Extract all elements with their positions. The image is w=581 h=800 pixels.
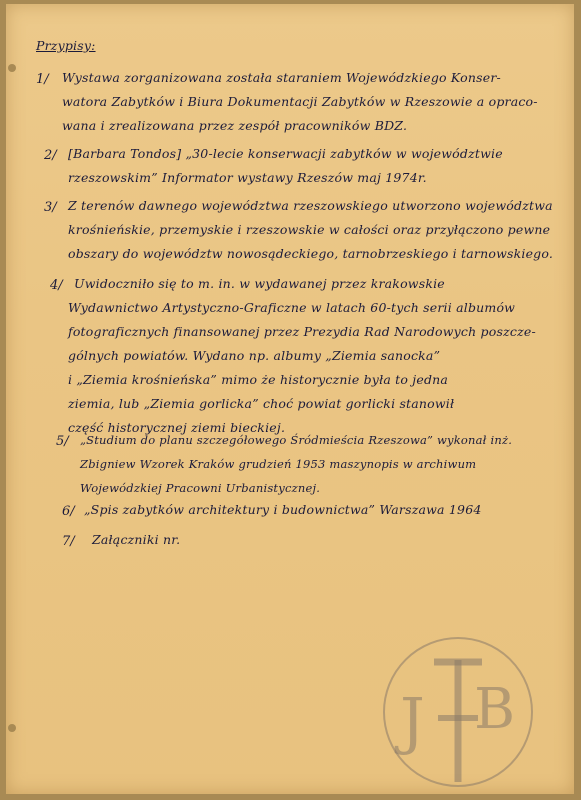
punch-hole bbox=[8, 724, 16, 732]
note-line: obszary do województw nowosądeckiego, tarnobrzeskiego i tarnowskiego. bbox=[68, 246, 554, 261]
note-number: 1/ bbox=[36, 72, 49, 87]
svg-text:B: B bbox=[474, 677, 516, 742]
note-line: gólnych powiatów. Wydano np. albumy „Ziemia sanocka” bbox=[68, 348, 441, 363]
note-line: fotograficznych finansowanej przez Prezydia Rad Narodowych poszcze- bbox=[68, 324, 536, 339]
note-line: część historycznej ziemi bieckiej. bbox=[68, 420, 286, 435]
note-number: 7/ bbox=[62, 534, 75, 549]
archive-stamp bbox=[378, 632, 538, 792]
note-line: „Studium do planu szczegółowego Śródmieścia Rzeszowa” wykonał inż. bbox=[80, 433, 513, 447]
note-number: 2/ bbox=[44, 148, 57, 163]
note-line: krośnieńskie, przemyskie i rzeszowskie w całości oraz przyłączono pewne bbox=[68, 222, 551, 237]
note-line: [Barbara Tondos] „30-lecie konserwacji zabytków w województwie bbox=[68, 146, 503, 161]
note-line: Uwidoczniło się to m. in. w wydawanej przez krakowskie bbox=[74, 276, 445, 291]
document-page bbox=[6, 4, 574, 794]
note-number: 6/ bbox=[62, 504, 75, 519]
note-line: „Spis zabytków architektury i budownictwa” Warszawa 1964 bbox=[84, 502, 482, 517]
note-number: 4/ bbox=[50, 278, 63, 293]
note-line: ziemia, lub „Ziemia gorlicka” choć powiat gorlicki stanowił bbox=[68, 396, 455, 411]
note-line: i „Ziemia krośnieńska” mimo że historycznie była to jedna bbox=[68, 372, 449, 387]
heading: Przypisy: bbox=[36, 38, 96, 53]
svg-text:J: J bbox=[400, 684, 425, 757]
note-line: wana i zrealizowana przez zespół pracowników BDZ. bbox=[62, 118, 408, 133]
note-line: Wydawnictwo Artystyczno-Graficzne w latach 60-tych serii albumów bbox=[68, 300, 516, 315]
note-line: Załączniki nr. bbox=[92, 532, 181, 547]
note-line: Zbigniew Wzorek Kraków grudzień 1953 maszynopis w archiwum bbox=[80, 457, 477, 471]
note-line: Z terenów dawnego województwa rzeszowskiego utworzono województwa bbox=[68, 198, 553, 213]
note-number: 5/ bbox=[56, 434, 69, 449]
note-line: rzeszowskim” Informator wystawy Rzeszów maj 1974r. bbox=[68, 170, 427, 185]
note-line: watora Zabytków i Biura Dokumentacji Zabytków w Rzeszowie a opraco- bbox=[62, 94, 538, 109]
note-line: Wojewódzkiej Pracowni Urbanistycznej. bbox=[80, 481, 321, 495]
punch-hole bbox=[8, 64, 16, 72]
note-number: 3/ bbox=[44, 200, 57, 215]
note-line: Wystawa zorganizowana została staraniem Wojewódzkiego Konser- bbox=[62, 70, 501, 85]
